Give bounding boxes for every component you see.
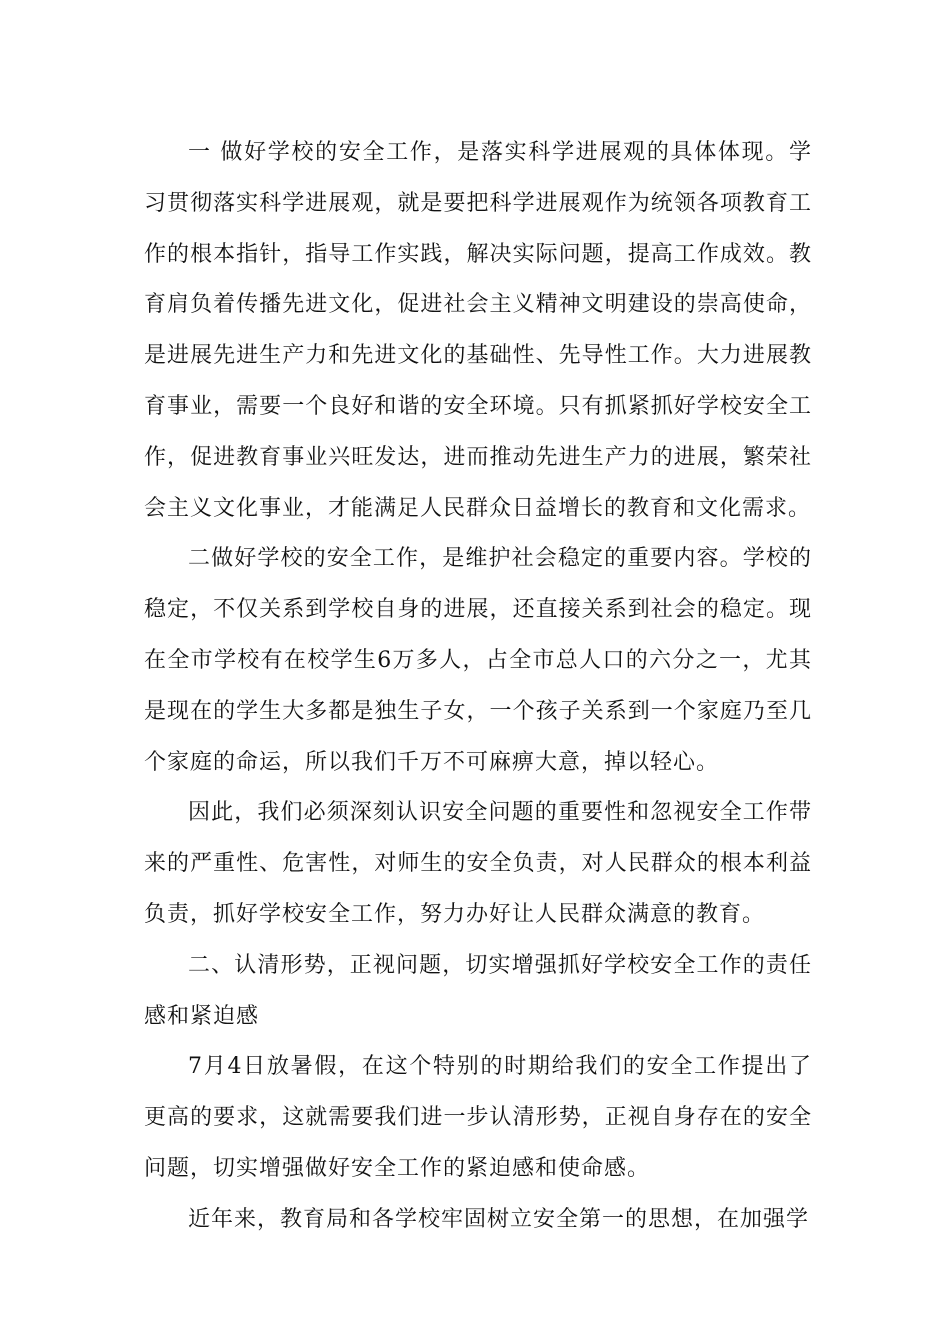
paragraph-1: 一 做好学校的安全工作，是落实科学进展观的具体体现。学习贯彻落实科学进展观，就是要把科学进展观作为统领各项教育工作的根本指针，指导工作实践，解决实际问题，提高工作成效。教育肩负着传播先进文化，促进社会主义精神文明建设的崇高使命，是进展先进生产力和先进文化的基础性、先导性工作。大力进展教育事业，需要一个良好和谐的安全环境。只有抓紧抓好学校安全工作，促进教育事业兴旺发达，进而推动先进生产力的进展，繁荣社会主义文化事业，才能满足人民群众日益增长的教育和文化需求。 [144,140,812,521]
paragraph-2: 二做好学校的安全工作，是维护社会稳定的重要内容。学校的稳定，不仅关系到学校自身的进展，还直接关系到社会的稳定。现在全市学校有在校学生6万多人，占全市总人口的六分之一，尤其是现在的学生大多都是独生子女，一个孩子关系到一个家庭乃至几个家庭的命运，所以我们千万不可麻痹大意，掉以轻心。 [144,546,812,775]
paragraph-4: 7月4日放暑假，在这个特别的时期给我们的安全工作提出了更高的要求，这就需要我们进一步认清形势，正视自身存在的安全问题，切实增强做好安全工作的紧迫感和使命感。 [144,1054,812,1181]
section-heading: 二、认清形势，正视问题，切实增强抓好学校安全工作的责任感和紧迫感 [144,952,812,1029]
paragraph-5: 近年来，教育局和各学校牢固树立安全第一的思想，在加强学 [188,1206,810,1232]
paragraph-3: 因此，我们必须深刻认识安全问题的重要性和忽视安全工作带来的严重性、危害性，对师生的安全负责，对人民群众的根本利益负责，抓好学校安全工作，努力办好让人民群众满意的教育。 [144,800,812,927]
document-body [144,128,812,1246]
